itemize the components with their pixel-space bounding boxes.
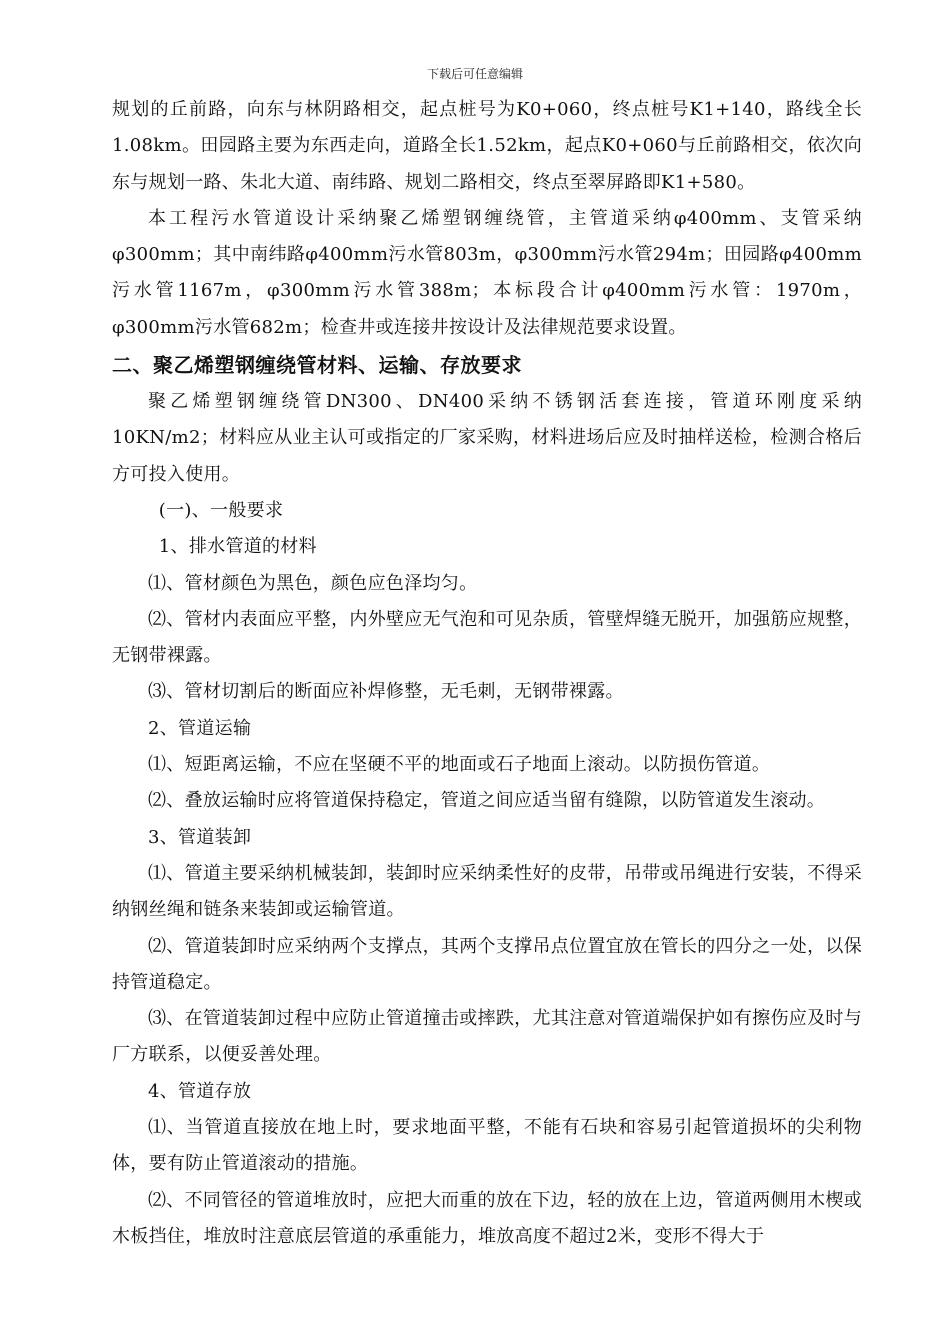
item-heading-pipe-storage: 4、管道存放	[148, 1080, 252, 1102]
paragraph-pipe-design: 本工程污水管道设计采纳聚乙烯塑钢缠绕管，主管道采纳φ400mm、支管采纳φ300mm；其中南纬路φ400mm污水管803m，φ300mm污水管294m；田园路φ400mm污水管1167m，φ300mm污水管388m；本标段合计φ400mm污水管：1970m，φ300mm污水管682m；检查井或连接井按设计及法律规范要求设置。	[112, 207, 862, 338]
page-header-note: 下载后可任意编辑	[426, 67, 523, 81]
item-heading-pipe-loading: 3、管道装卸	[148, 826, 252, 848]
list-item-3-2: ⑵、管道装卸时应采纳两个支撑点，其两个支撑吊点位置宜放在管长的四分之一处，以保持管道稳定。	[112, 935, 862, 993]
list-item-1-3: ⑶、管材切割后的断面应补焊修整，无毛刺，无钢带裸露。	[148, 681, 624, 703]
subheading-general-requirements: (一)、一般要求	[158, 499, 284, 521]
list-item-4-1: ⑴、当管道直接放在地上时，要求地面平整，不能有石块和容易引起管道损坏的尖利物体，要有防止管道滚动的措施。	[112, 1117, 862, 1175]
item-heading-pipe-transport: 2、管道运输	[148, 717, 252, 739]
list-item-3-3: ⑶、在管道装卸过程中应防止管道撞击或摔跌，尤其注意对管道端保护如有擦伤应及时与厂方联系，以便妥善处理。	[112, 1008, 862, 1066]
list-item-4-2: ⑵、不同管径的管道堆放时，应把大而重的放在下边，轻的放在上边，管道两侧用木楔或木板挡住，堆放时注意底层管道的承重能力，堆放高度不超过2米，变形不得大于	[112, 1189, 862, 1247]
list-item-2-1: ⑴、短距离运输，不应在坚硬不平的地面或石子地面上滚动。以防损伤管道。	[148, 754, 771, 776]
paragraph-road-description: 规划的丘前路，向东与林阴路相交，起点桩号为K0+060，终点桩号K1+140，路线全长1.08km。田园路主要为东西走向，道路全长1.52km，起点K0+060与丘前路相交，依次向东与规划一路、朱北大道、南纬路、规划二路相交，终点至翠屏路即K1+580。	[112, 99, 862, 193]
list-item-2-2: ⑵、叠放运输时应将管道保持稳定，管道之间应适当留有缝隙，以防管道发生滚动。	[148, 790, 826, 812]
list-item-1-2: ⑵、管材内表面应平整，内外壁应无气泡和可见杂质，管壁焊缝无脱开，加强筋应规整，无钢带裸露。	[112, 608, 862, 667]
item-heading-pipe-materials: 1、排水管道的材料	[158, 536, 317, 558]
list-item-3-1: ⑴、管道主要采纳机械装卸，装卸时应采纳柔性好的皮带，吊带或吊绳进行安装，不得采纳钢丝绳和链条来装卸或运输管道。	[112, 862, 862, 921]
list-item-1-1: ⑴、管材颜色为黑色，颜色应色泽均匀。	[148, 572, 478, 594]
document-body	[112, 92, 862, 1255]
paragraph-materials-intro: 聚乙烯塑钢缠绕管DN300、DN400采纳不锈钢活套连接，管道环刚度采纳10KN/m2；材料应从业主认可或指定的厂家采购，材料进场后应及时抽样送检，检测合格后方可投入使用。	[112, 391, 862, 485]
section-heading-2: 二、聚乙烯塑钢缠绕管材料、运输、存放要求	[112, 353, 522, 378]
